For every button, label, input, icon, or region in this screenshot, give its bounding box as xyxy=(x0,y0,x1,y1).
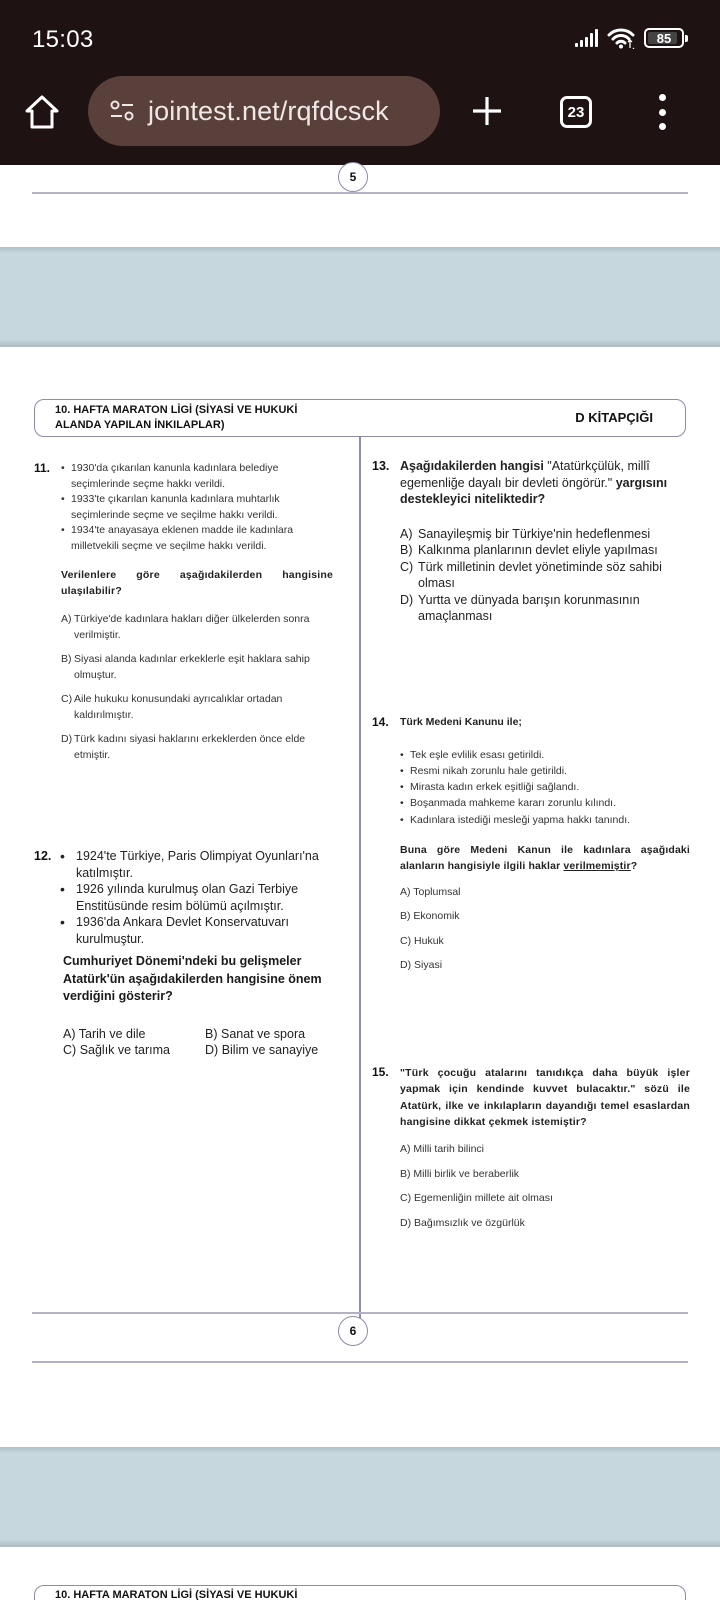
question-bullet: • Resmi nikah zorunlu hale getirildi. xyxy=(400,763,690,779)
question-stem: Verilenlere göre aşağıdakilerden hangisine ulaşılabilir? xyxy=(61,569,333,597)
question-intro: Türk Medeni Kanunu ile; xyxy=(400,716,522,728)
header-title: 10. HAFTA MARATON LİGİ (SİYASİ VE HUKUKİ xyxy=(55,1589,298,1600)
question-bullet: • 1930'da çıkarılan kanunla kadınlara belediye seçimlerinde seçme hakkı verildi. xyxy=(61,461,333,492)
answer-option-b[interactable]: B) Sanat ve spora xyxy=(205,1026,306,1041)
pdf-viewer[interactable] xyxy=(0,165,720,1600)
booklet-label: D KİTAPÇIĞI xyxy=(575,410,653,425)
question-number: 13. xyxy=(372,459,390,473)
question-bullet: • 1924'te Türkiye, Paris Olimpiyat Oyunları'na katılmıştır. xyxy=(60,848,342,881)
tab-count: 23 xyxy=(567,103,585,121)
battery-icon xyxy=(644,28,684,48)
question-bullet: • Mirasta kadın erkek eşitliği sağlandı. xyxy=(400,779,690,795)
answer-option-a[interactable]: A) Toplumsal xyxy=(400,885,461,898)
answer-option-c[interactable]: C) Egemenliğin millete ait olması xyxy=(400,1192,553,1205)
answer-option-c[interactable]: C) Hukuk xyxy=(400,934,444,947)
page-footer-line xyxy=(32,192,688,194)
signal-icon xyxy=(575,29,598,47)
header-title: 10. HAFTA MARATON LİGİ (SİYASİ VE HUKUKİ ALANDA YAPILAN İNKILAPLAR) xyxy=(55,404,298,431)
answer-options xyxy=(60,1026,342,1058)
page-header xyxy=(34,399,686,437)
wifi-icon xyxy=(607,27,635,49)
status-icons xyxy=(575,27,684,49)
question-bullet: • Tek eşle evlilik esası getirildi. xyxy=(400,747,690,763)
answer-option-c[interactable]: C) Sağlık ve tarıma xyxy=(63,1042,171,1057)
status-time: 15:03 xyxy=(32,26,94,53)
battery-level: 85 xyxy=(656,30,672,46)
tabs-button[interactable] xyxy=(560,96,592,128)
question-stem: Cumhuriyet Dönemi'ndeki bu gelişmeler Atatürk'ün aşağıdakilerden hangisine önem verdiğini gösterir? xyxy=(63,954,322,1003)
page-footer-line xyxy=(32,1361,688,1363)
question-stem: Aşağıdakilerden hangisi "Atatürkçülük, millî egemenliğe dayalı bir devleti öngörür." yargısını destekleyici niteliktedir? xyxy=(400,459,668,506)
answer-option-c[interactable]: C) Türk milletinin devlet yönetiminde söz sahibi olması xyxy=(400,559,662,590)
browser-chrome xyxy=(0,0,720,165)
home-button[interactable] xyxy=(22,92,62,132)
url-text[interactable]: jointest.net/rqfdcsck xyxy=(148,95,389,126)
question-number: 15. xyxy=(372,1065,389,1079)
question-bullet: • 1936'da Ankara Devlet Konservatuvarı kurulmuştur. xyxy=(60,914,342,947)
answer-option-d[interactable]: D) Yurtta ve dünyada barışın korunmasının amaçlanması xyxy=(400,592,640,623)
next-page-header xyxy=(34,1585,686,1600)
page-footer-line xyxy=(32,1312,688,1314)
new-tab-icon xyxy=(471,95,503,127)
answer-option-b[interactable]: B) Milli birlik ve beraberlik xyxy=(400,1167,520,1180)
page-number-prev: 5 xyxy=(338,162,368,192)
answer-option-b[interactable]: B) Kalkınma planlarının devlet eliyle yapılması xyxy=(400,543,658,557)
answer-option-b[interactable]: B) Ekonomik xyxy=(400,910,460,923)
home-icon xyxy=(23,93,61,131)
question-bullet: • 1934'te anayasaya eklenen madde ile kadınlara milletvekili seçme ve seçilme hakkı verildi. xyxy=(61,523,333,554)
question-number: 12. xyxy=(34,849,52,863)
answer-option-a[interactable]: A) Milli tarih bilinci xyxy=(400,1143,485,1156)
site-settings-icon[interactable] xyxy=(110,100,134,122)
question-number: 14. xyxy=(372,715,389,729)
answer-option-a[interactable]: A) Sanayileşmiş bir Türkiye'nin hedeflenmesi xyxy=(400,526,651,541)
new-tab-button[interactable] xyxy=(466,90,508,132)
address-bar[interactable] xyxy=(88,76,440,146)
question-bullet: • Boşanmada mahkeme kararı zorunlu kılındı. xyxy=(400,795,690,811)
answer-option-c[interactable]: C) Aile hukuku konusundaki ayrıcalıklar ortadan kaldırılmıştır. xyxy=(61,693,283,721)
question-bullet: • Kadınlara istediği mesleği yapma hakkı tanındı. xyxy=(400,812,690,828)
answer-option-d[interactable]: D) Türk kadını siyasi haklarını erkeklerden önce elde etmiştir. xyxy=(61,733,306,761)
question-number: 11. xyxy=(34,461,51,475)
page-gap xyxy=(0,1447,720,1547)
answer-option-d[interactable]: D) Siyasi xyxy=(400,959,443,972)
answer-option-d[interactable]: D) Bilim ve sanayiye xyxy=(205,1042,319,1057)
browser-toolbar xyxy=(0,76,720,146)
question-bullet: • 1926 yılında kurulmuş olan Gazi Terbiye Enstitüsünde resim bölümü açılmıştır. xyxy=(60,881,342,914)
page-number: 6 xyxy=(338,1316,368,1346)
question-stem: "Türk çocuğu atalarını tanıdıkça daha büyük işler yapmak için kendinde kuvvet bulacaktır." sözü ile Atatürk, ilke ve inkılapların dayandığı temel esaslardan hangisine dikkat çekmek istemiştir? xyxy=(400,1067,690,1128)
question-stem: Buna göre Medeni Kanun ile kadınlara aşağıdaki alanların hangisiyle ilgili haklar verilmemiştir? xyxy=(400,843,690,873)
answer-option-b[interactable]: B) Siyasi alanda kadınlar erkeklerle eşit haklara sahip olmuştur. xyxy=(61,653,310,681)
question-bullet: • 1933'te çıkarılan kanunla kadınlara muhtarlık seçimlerinde seçme ve seçilme hakkı verildi. xyxy=(61,492,333,523)
answer-option-d[interactable]: D) Bağımsızlık ve özgürlük xyxy=(400,1216,525,1229)
column-divider xyxy=(359,437,361,1322)
answer-option-a[interactable]: A) Türkiye'de kadınlara hakları diğer ülkelerden sonra verilmiştir. xyxy=(61,613,310,641)
answer-option-a[interactable]: A) Tarih ve dile xyxy=(63,1026,146,1041)
page-gap xyxy=(0,247,720,347)
overflow-menu-icon[interactable] xyxy=(652,94,672,130)
